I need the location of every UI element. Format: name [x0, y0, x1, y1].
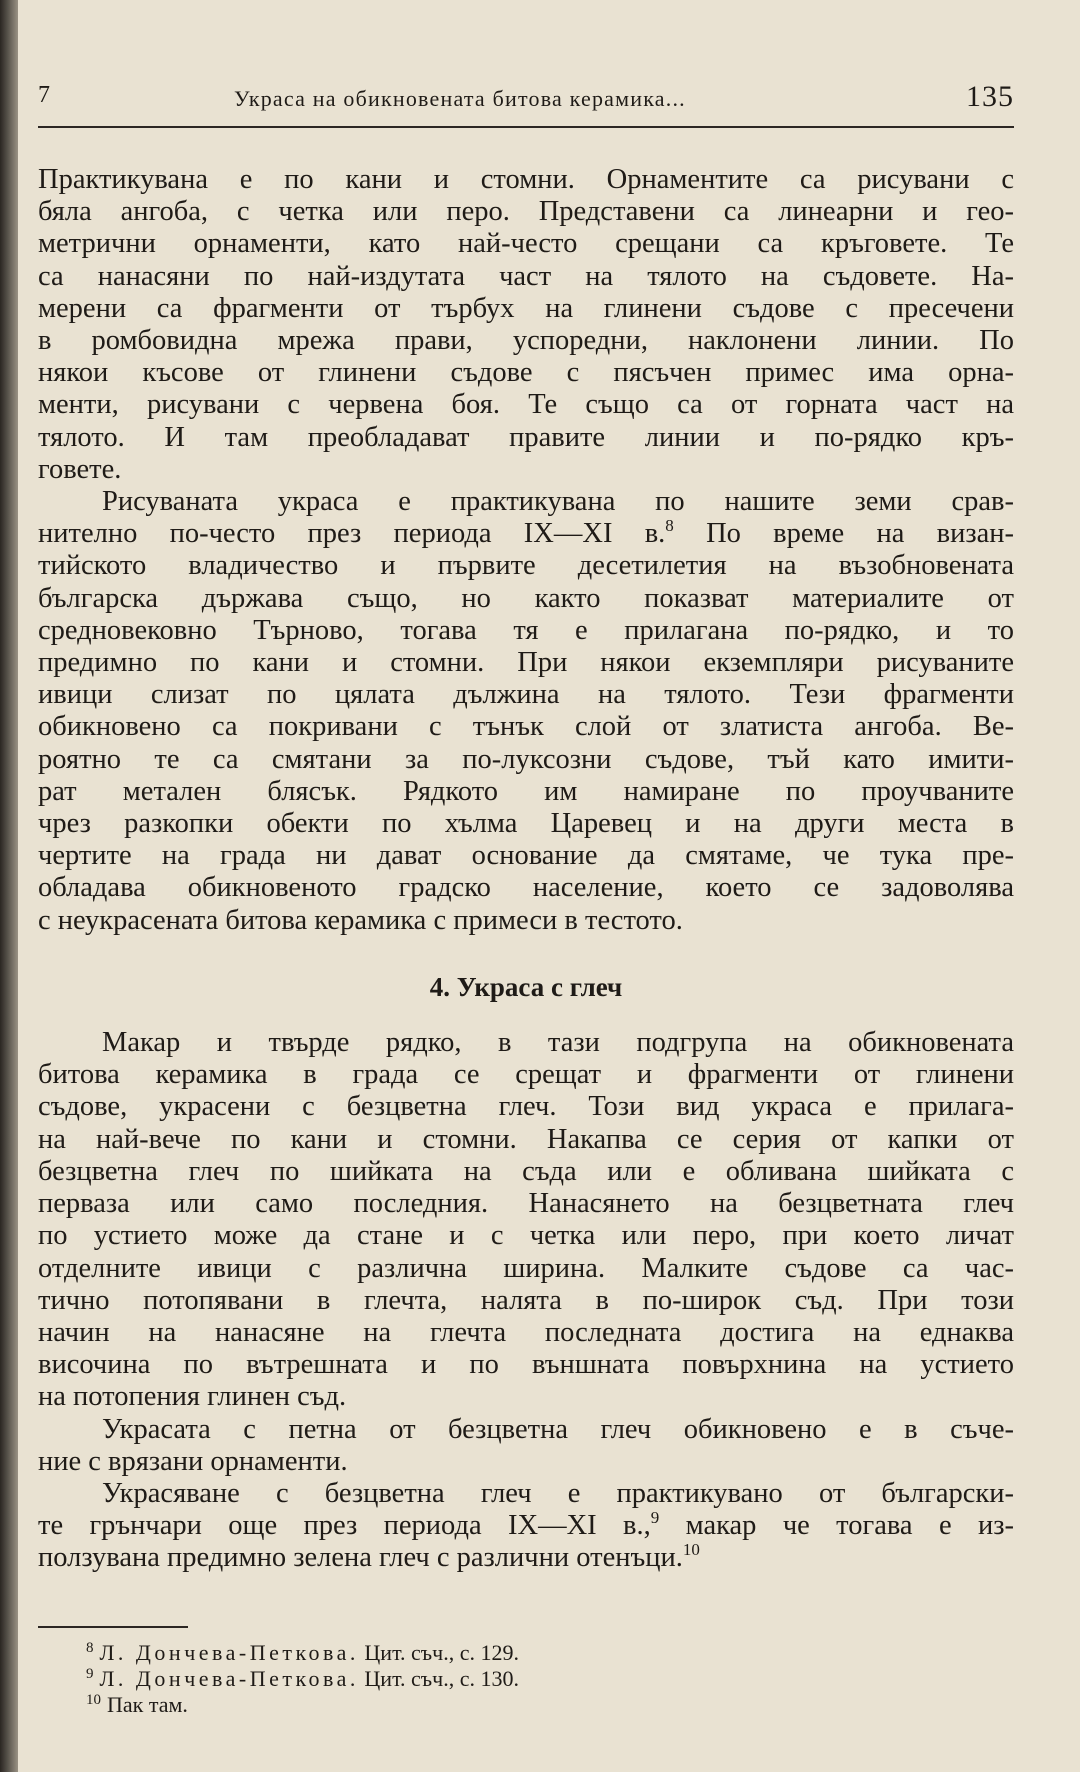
- footnote-9: [86, 1666, 986, 1692]
- running-header: [38, 78, 1014, 122]
- text-line: говете.: [38, 453, 122, 485]
- footnote-author: Л. Дончева-Петкова.: [99, 1666, 359, 1691]
- paragraph-3: [38, 1027, 1014, 1413]
- footnote-10: [86, 1692, 986, 1718]
- paragraph-2: [38, 486, 1014, 937]
- paragraph-5: [38, 1478, 1014, 1575]
- text-line: Макар и твърде рядко, в тази подгрупа на обикновената: [102, 1027, 1014, 1059]
- paragraph-4: [38, 1414, 1014, 1478]
- book-spine-shadow: [0, 0, 18, 1772]
- text-line: на потопения глинен съд.: [38, 1381, 347, 1413]
- book-page: [38, 0, 1038, 1772]
- text-line: съдове, украсени с безцветна глеч. Този вид украса е прилага-: [38, 1091, 1014, 1123]
- footnote-text: Пак там.: [107, 1692, 188, 1717]
- text-line: метрични орнаменти, като най-често срещани са кръговете. Те: [38, 228, 1014, 260]
- text-line: тялото. И там преобладават правите линии и по-рядко кръ-: [38, 421, 1014, 453]
- page-number: 135: [966, 80, 1014, 113]
- footnote-number: 9: [86, 1666, 94, 1682]
- text-line: отделните ивици с различна ширина. Малките съдове са час-: [38, 1252, 1014, 1284]
- text-line: Украсата с петна от безцветна глеч обикновено е в съче-: [102, 1413, 1014, 1445]
- footnote-number: 8: [86, 1640, 94, 1656]
- text-line: средновековно Търново, тогава тя е прилагана по-рядко, и то: [38, 614, 1014, 646]
- text-line: рат метален блясък. Рядкото им намиране по проучваните: [38, 775, 1014, 807]
- text-line: в ромбовидна мрежа прави, успоредни, наклонени линии. По: [38, 325, 1014, 357]
- text-line: Рисуваната украса е практикувана по нашите земи срав-: [102, 486, 1014, 518]
- text-segment: По време на визан-: [673, 518, 1014, 550]
- paragraph-1: [38, 164, 1014, 486]
- footnote-ref-10[interactable]: 10: [682, 1540, 700, 1560]
- footnote-ref-9[interactable]: 9: [650, 1508, 660, 1528]
- footnote-rule: [38, 1626, 188, 1628]
- text-line: по устието може да стане и с четка или перо, при което личат: [38, 1220, 1014, 1252]
- header-rule: [38, 126, 1014, 128]
- section-heading: 4. Украса с глеч: [429, 971, 623, 1002]
- text-line: безцветна глеч по шийката на съда или е обливана шийката с: [38, 1155, 1014, 1187]
- running-title: Украса на обикновената битова керамика...: [234, 86, 686, 111]
- text-line: предимно по кани и стомни. При някои екземпляри рисуваните: [38, 647, 1014, 679]
- text-line: тично потопявани в глечта, налята в по-широк съд. При този: [38, 1284, 1014, 1316]
- text-line: бяла ангоба, с четка или перо. Представени са линеарни и гео-: [38, 196, 1014, 228]
- text-line-with-footnote: [38, 1542, 1014, 1574]
- text-line-with-footnote: [38, 1510, 1014, 1542]
- text-line: българска държава също, но както показват материалите от: [38, 582, 1014, 614]
- text-line: мерени са фрагменти от търбух на глинени съдове с пресечени: [38, 292, 1014, 324]
- text-line: височина по вътрешната и по външната повърхнина на устието: [38, 1349, 1014, 1381]
- text-line: са нанасяни по най-издутата част на тялото на съдовете. На-: [38, 260, 1014, 292]
- text-line: обладава обикновеното градско население, което се задоволява: [38, 872, 1014, 904]
- chapter-number: 7: [38, 82, 51, 108]
- footnote-text: Цит. съч., с. 129.: [358, 1640, 520, 1665]
- text-segment: те грънчари още през периода IX—XI в.,: [38, 1510, 651, 1542]
- text-line: ивици слизат по цялата дължина на тялото. Тези фрагменти: [38, 679, 1014, 711]
- text-line: някои късове от глинени съдове с пясъчен примес има орна-: [38, 357, 1014, 389]
- text-line: битова керамика в града се срещат и фрагменти от глинени: [38, 1059, 1014, 1091]
- footnotes: [86, 1640, 986, 1718]
- text-line: чрез разкопки обекти по хълма Царевец и на други места в: [38, 808, 1014, 840]
- footnote-8: [86, 1640, 986, 1666]
- text-line: ние с врязани орнаменти.: [38, 1445, 348, 1477]
- text-line: Украсяване с безцветна глеч е практикувано от български-: [102, 1477, 1014, 1509]
- text-line: Практикувана е по кани и стомни. Орнаментите са рисувани с: [38, 164, 1014, 195]
- text-line: с неукрасената битова керамика с примеси в тестото.: [38, 904, 683, 936]
- footnote-text: Цит. съч., с. 130.: [358, 1666, 520, 1691]
- footnote-ref-8[interactable]: 8: [665, 516, 674, 536]
- text-line: тийското владичество и първите десетилетия на възобновената: [38, 550, 1014, 582]
- text-line: чертите на града ни дават основание да смятаме, че тука пре-: [38, 840, 1014, 872]
- text-line: роятно те са смятани за по-луксозни съдове, тъй като имити-: [38, 743, 1014, 775]
- text-segment: ползувана предимно зелена глеч с различни отенъци.: [38, 1542, 683, 1574]
- text-line-with-footnote: [38, 518, 1014, 550]
- text-segment: макар че тогава е из-: [659, 1510, 1014, 1542]
- text-line: на най-вече по кани и стомни. Накапва се серия от капки от: [38, 1123, 1014, 1155]
- footnote-number: 10: [86, 1692, 101, 1708]
- main-text: [38, 164, 1014, 1575]
- text-line: начин на нанасяне на глечта последната достига на еднаква: [38, 1316, 1014, 1348]
- footnote-author: Л. Дончева-Петкова.: [99, 1640, 359, 1665]
- text-line: менти, рисувани с червена боя. Те също са от горната част на: [38, 389, 1014, 421]
- text-segment: нително по-често през периода IX—XI в.: [38, 518, 666, 550]
- text-line: обикновено са покривани с тънък слой от златиста ангоба. Ве-: [38, 711, 1014, 743]
- text-line: перваза или само последния. Нанасянето на безцветната глеч: [38, 1188, 1014, 1220]
